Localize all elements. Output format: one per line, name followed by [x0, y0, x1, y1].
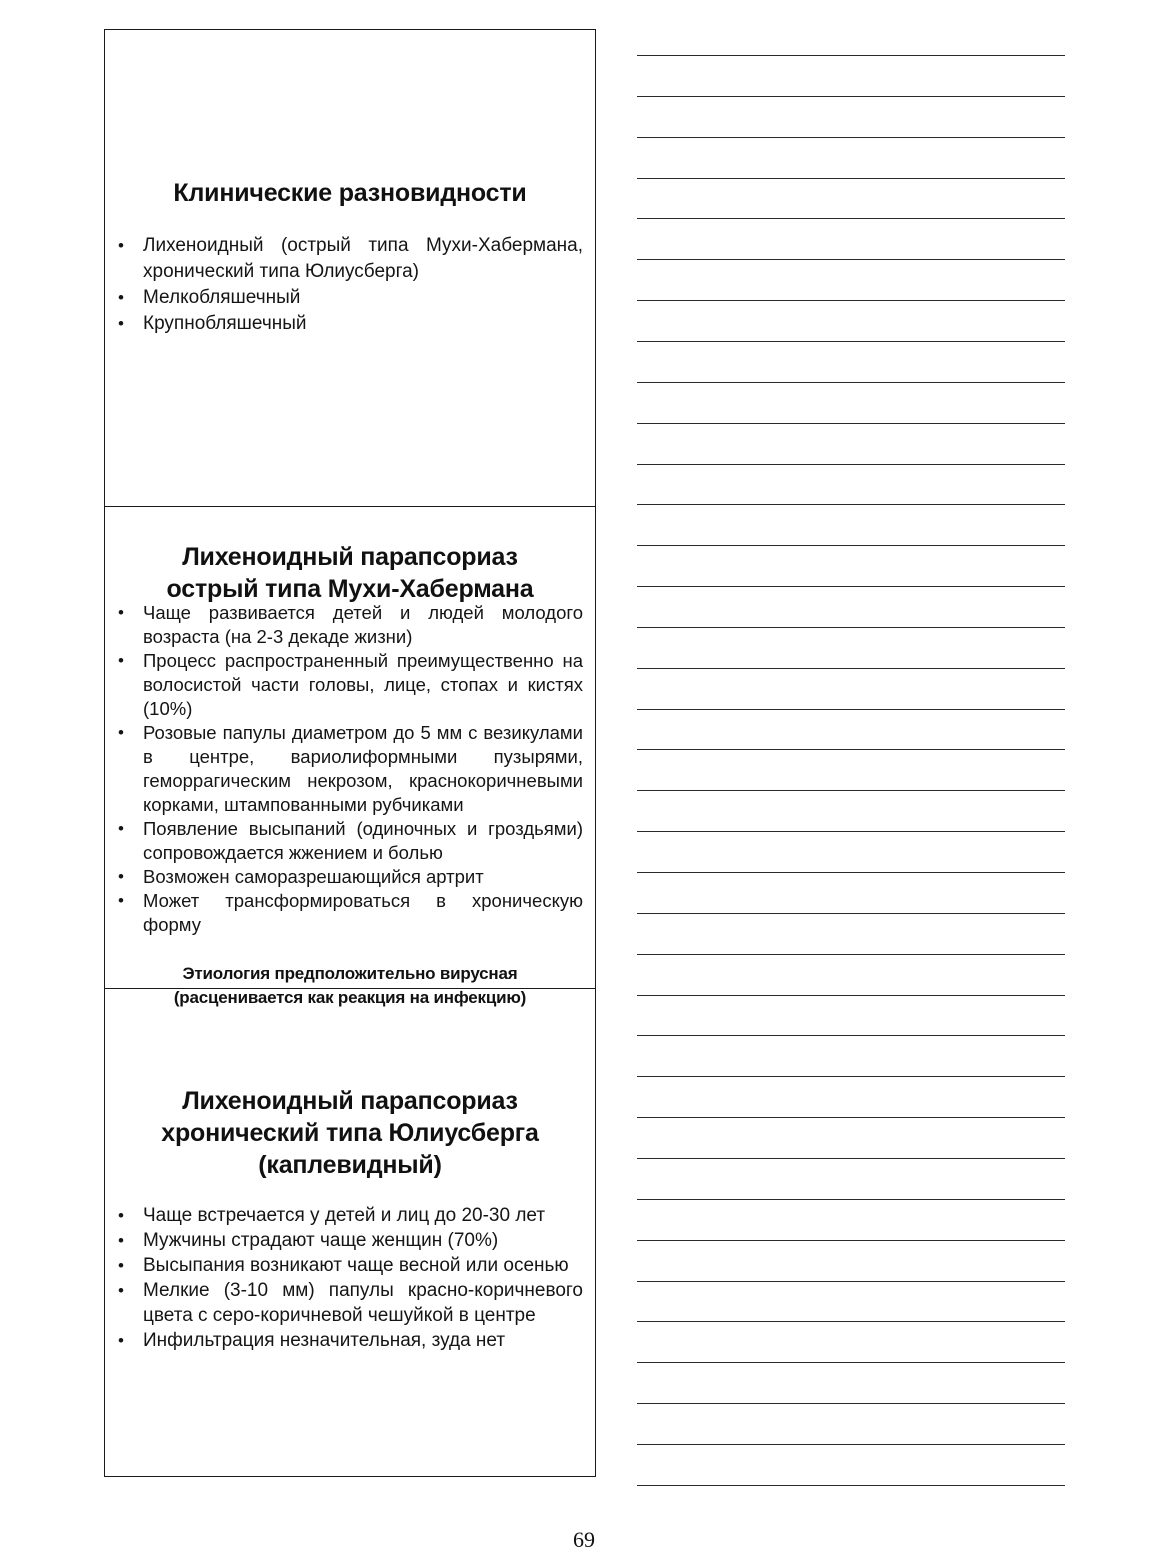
note-line	[637, 1199, 1065, 1200]
section-heading	[105, 1085, 595, 1181]
note-line	[637, 545, 1065, 546]
heading-line: острый типа Мухи-Хабермана	[166, 575, 534, 603]
list-item: • Чаще развивается детей и людей молодого возраста (на 2-3 декаде жизни)	[143, 601, 583, 649]
page-number: 69	[573, 1527, 595, 1552]
notes-ruled-lines	[637, 0, 1065, 1500]
note-line	[637, 1444, 1065, 1445]
note-line	[637, 586, 1065, 587]
list-item: • Высыпания возникают чаще весной или осенью	[143, 1253, 583, 1278]
list-item: • Появление высыпаний (одиночных и гроздьями) сопровождается жжением и болью	[143, 817, 583, 865]
bullet-list	[105, 1203, 583, 1353]
note-line	[637, 464, 1065, 465]
note-line	[637, 1362, 1065, 1363]
note-line	[637, 627, 1065, 628]
note-line	[637, 504, 1065, 505]
heading-line: (каплевидный)	[258, 1151, 442, 1179]
list-item: • Процесс распространенный преимущественно на волосистой части головы, лице, стопах и кистях (10%)	[143, 649, 583, 721]
note-line	[637, 1403, 1065, 1404]
note-line	[637, 137, 1065, 138]
note-line	[637, 96, 1065, 97]
list-item: • Крупнобляшечный	[143, 311, 583, 337]
note-line	[637, 382, 1065, 383]
note-line	[637, 1281, 1065, 1282]
section-acute-mucha-habermann	[105, 507, 595, 1007]
note-line	[637, 995, 1065, 996]
section-heading	[105, 177, 595, 209]
section-clinical-varieties	[105, 30, 595, 507]
note-line	[637, 1035, 1065, 1036]
note-line	[637, 55, 1065, 56]
note-line	[637, 341, 1065, 342]
note-line	[637, 954, 1065, 955]
bullet-list	[105, 233, 583, 337]
note-line	[637, 1240, 1065, 1241]
list-item: • Мелкобляшечный	[143, 285, 583, 311]
note-line	[637, 1076, 1065, 1077]
note-line	[637, 218, 1065, 219]
note-line	[637, 749, 1065, 750]
list-item: • Может трансформироваться в хроническую форму	[143, 889, 583, 937]
list-item: • Чаще встречается у детей и лиц до 20-30 лет	[143, 1203, 583, 1228]
list-item: • Инфильтрация незначительная, зуда нет	[143, 1328, 583, 1353]
list-item: • Лихеноидный (острый типа Мухи-Хабермана, хронический типа Юлиусберга)	[143, 233, 583, 285]
etiology-line: Этиология предположительно вирусная	[182, 964, 518, 983]
list-item: • Розовые папулы диаметром до 5 мм с везикулами в центре, вариолиформными пузырями, геморрагическим некрозом, краснокоричневыми корками, штампованными рубчиками	[143, 721, 583, 817]
bullet-list	[105, 601, 583, 937]
list-item: • Возможен саморазрешающийся артрит	[143, 865, 583, 889]
note-line	[637, 1321, 1065, 1322]
note-line	[637, 913, 1065, 914]
note-line	[637, 1485, 1065, 1486]
note-line	[637, 668, 1065, 669]
note-line	[637, 831, 1065, 832]
note-line	[637, 300, 1065, 301]
note-line	[637, 709, 1065, 710]
note-line	[637, 423, 1065, 424]
section-chronic-juliusberg	[105, 989, 595, 1476]
heading-line: Лихеноидный парапсориаз	[182, 543, 518, 571]
list-item: • Мелкие (3-10 мм) папулы красно-коричневого цвета с серо-коричневой чешуйкой в центре	[143, 1278, 583, 1328]
section-heading	[105, 541, 595, 605]
heading-line: Клинические разновидности	[173, 179, 527, 207]
note-line	[637, 178, 1065, 179]
content-frame	[104, 29, 596, 1477]
note-line	[637, 259, 1065, 260]
note-line	[637, 872, 1065, 873]
note-line	[637, 1117, 1065, 1118]
list-item: • Мужчины страдают чаще женщин (70%)	[143, 1228, 583, 1253]
etiology-line: (расценивается как реакция на инфекцию)	[173, 988, 527, 1007]
heading-line: хронический типа Юлиусберга	[161, 1119, 539, 1147]
note-line	[637, 1158, 1065, 1159]
note-line	[637, 790, 1065, 791]
heading-line: Лихеноидный парапсориаз	[182, 1087, 518, 1115]
